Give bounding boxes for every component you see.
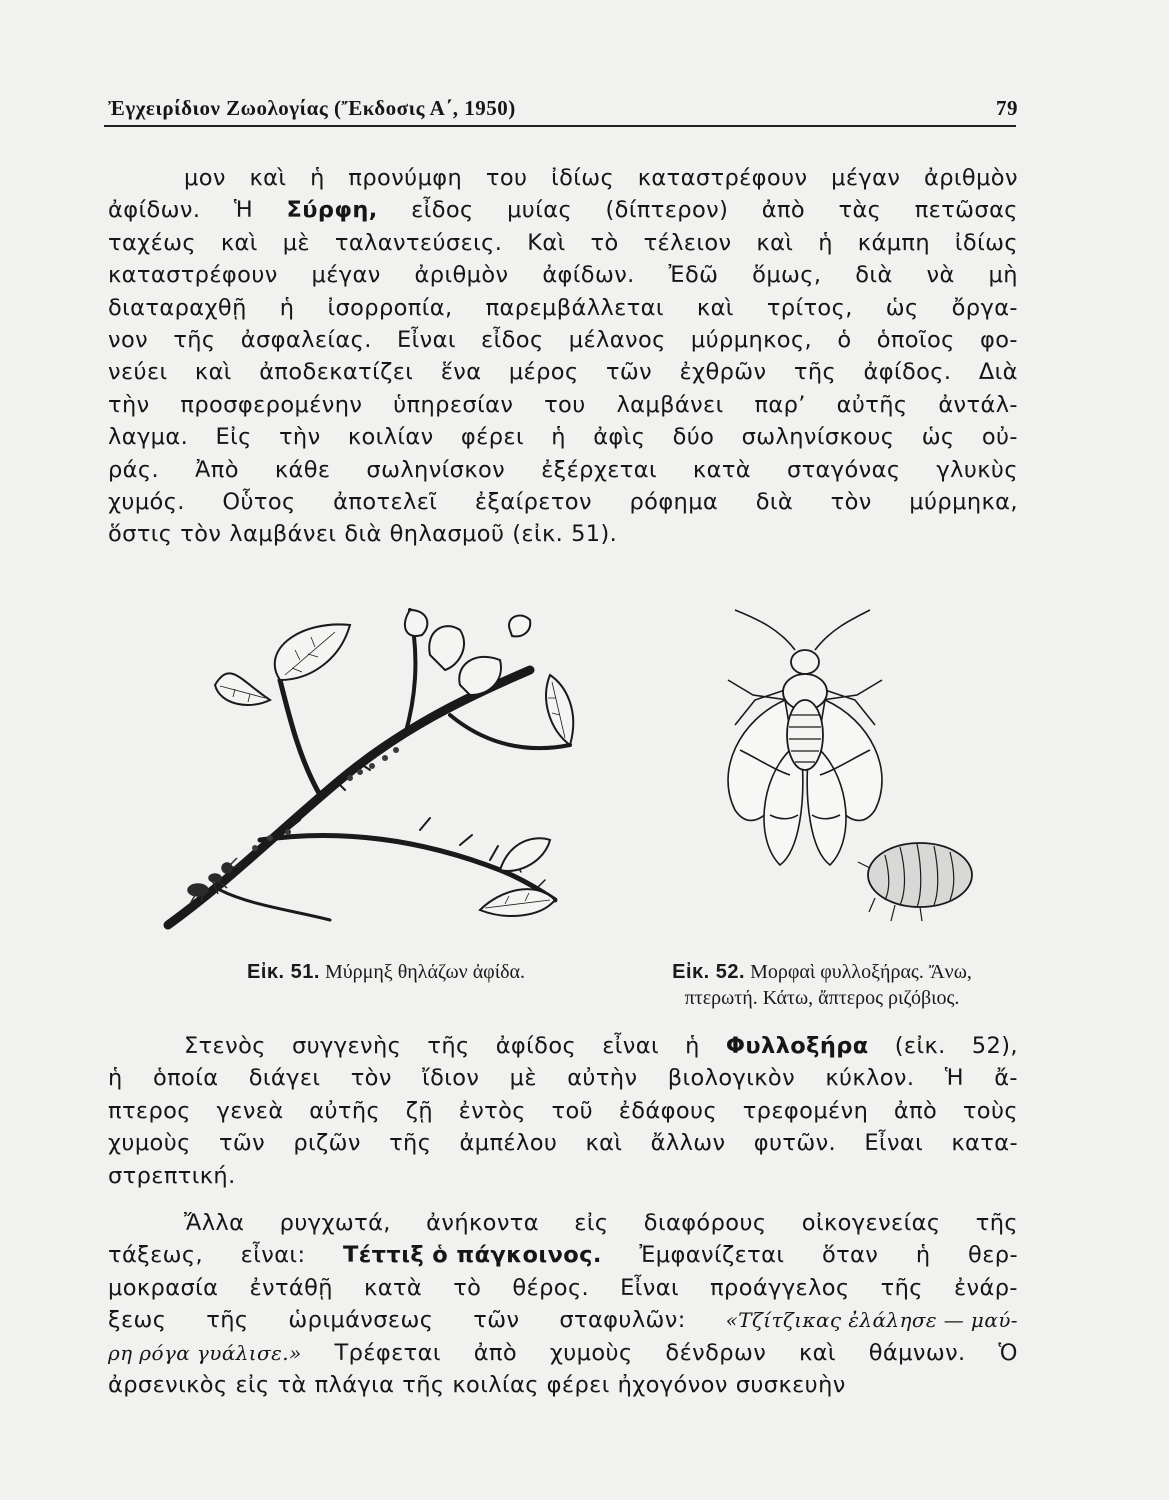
word: καὶ xyxy=(194,359,232,386)
word: ρυγχωτά, xyxy=(279,1210,391,1236)
running-head xyxy=(108,96,1018,121)
word: τῆς xyxy=(793,359,837,386)
word: τὸ xyxy=(590,229,619,256)
word: Ἡ xyxy=(233,197,254,224)
word: οἰκογενείας xyxy=(801,1210,941,1236)
text-line xyxy=(108,486,1018,518)
word: βιολογικὸν xyxy=(667,1065,796,1092)
word: ὡς xyxy=(921,424,955,451)
word: κοιλίας xyxy=(452,1372,539,1399)
word: ἡ xyxy=(279,294,295,321)
word: καὶ xyxy=(696,294,734,321)
word: πετῶσας xyxy=(914,197,1018,224)
word: ἡ xyxy=(818,229,833,256)
word: ἐνάρ- xyxy=(953,1274,1018,1301)
word: εἰς xyxy=(574,1210,609,1236)
word: ἄ- xyxy=(994,1065,1018,1092)
text-line xyxy=(108,1337,1018,1369)
word: ἀφὶς xyxy=(593,424,646,451)
word: τὸ xyxy=(453,1274,482,1301)
word: ὁποῖος xyxy=(876,327,955,354)
word: εἰς xyxy=(235,1372,270,1399)
word: ὅταν xyxy=(821,1242,879,1269)
main-branch xyxy=(168,670,530,925)
word: καὶ xyxy=(799,1339,836,1366)
word: ἐδάφους xyxy=(618,1097,718,1124)
word: διάγει xyxy=(248,1065,321,1092)
word: Ἡ xyxy=(944,1065,964,1092)
word: γενεὰ xyxy=(216,1097,284,1124)
text-line xyxy=(108,1030,1018,1062)
word: μέλανος xyxy=(568,327,666,354)
word: διὰ xyxy=(344,521,382,548)
word: Τέττιξ ὁ πάγκοινος. xyxy=(343,1242,602,1269)
word: λαμβάνει xyxy=(229,521,337,548)
word: στρεπτική. xyxy=(108,1162,236,1189)
text-line xyxy=(108,518,1018,550)
word: Εἶναι xyxy=(396,327,456,354)
word: ὅμως, xyxy=(752,262,822,289)
word: ἡ xyxy=(551,424,566,451)
figure-ant-aphid-branch xyxy=(160,590,600,940)
word: φυτῶν. xyxy=(753,1130,837,1157)
figure-52-label: Εἰκ. 52. xyxy=(672,961,746,983)
leaf xyxy=(275,624,350,680)
word: ὄργα- xyxy=(951,294,1018,321)
word: αὐτῆς xyxy=(309,1097,381,1124)
word: του xyxy=(485,165,528,191)
word: ἀφίδων. xyxy=(108,197,201,224)
word: πλάγια xyxy=(314,1372,395,1399)
word: ἀπὸ xyxy=(761,197,806,224)
word: τὸν xyxy=(180,521,222,548)
word: φέρει xyxy=(460,424,524,451)
word: μὴ xyxy=(988,262,1018,289)
word: ὁποία xyxy=(152,1065,219,1092)
word: μὲ xyxy=(282,229,310,256)
word: θάμνων. xyxy=(868,1339,966,1366)
word: ἡ xyxy=(685,1033,700,1059)
word: μέγαν xyxy=(311,262,381,289)
word: τρίτος, xyxy=(766,294,853,321)
figure-phylloxera xyxy=(700,600,990,930)
figure-51-text: Μύρμηξ θηλάζων ἀφίδα. xyxy=(324,961,526,983)
word: ἀπὸ xyxy=(473,1339,518,1366)
word: παρ’ xyxy=(754,391,806,418)
word: χυμός. xyxy=(108,489,185,516)
leaf xyxy=(546,675,573,745)
word: ζῇ xyxy=(405,1097,434,1124)
word: μύρμηκος, xyxy=(690,327,813,354)
text-line xyxy=(108,1304,1018,1336)
word: διὰ xyxy=(855,262,893,289)
word: ὁ xyxy=(837,327,852,354)
word: «Τζίτζικας ἐλάλησε — μαύ- xyxy=(725,1308,1018,1333)
word: ἡ xyxy=(108,1065,123,1092)
text-line xyxy=(108,1207,1018,1239)
word: ἄλλων xyxy=(650,1130,726,1157)
word: κατὰ xyxy=(692,456,751,483)
word: ἀμπέλου xyxy=(459,1130,558,1157)
page-number: 79 xyxy=(996,96,1018,120)
word: εἶναι xyxy=(602,1033,660,1059)
word: αὐτῆς xyxy=(836,391,908,418)
paragraph-3 xyxy=(108,1207,1018,1401)
word: λαμβάνει xyxy=(616,391,724,418)
word: ἐντάθῇ xyxy=(249,1274,333,1301)
word: 51). xyxy=(571,521,618,548)
rosebud xyxy=(429,626,464,670)
winged-body xyxy=(783,650,827,770)
word: Στενὸς xyxy=(184,1033,266,1059)
leaf xyxy=(480,889,555,916)
word: τῆς xyxy=(880,1274,923,1301)
word: Φυλλοξήρα xyxy=(725,1033,869,1059)
word: (εἰκ. xyxy=(894,1033,946,1059)
text-line xyxy=(108,1127,1018,1159)
leg xyxy=(728,680,788,700)
word: ὑπηρεσίαν xyxy=(393,391,514,418)
word: κατα- xyxy=(951,1130,1018,1157)
word: ἰδίως xyxy=(551,165,615,191)
word: τὸν xyxy=(830,489,872,516)
leaf xyxy=(500,838,550,871)
word: ριζῶν xyxy=(293,1130,361,1157)
word: ἀριθμὸν xyxy=(414,262,509,289)
word: 52), xyxy=(971,1033,1018,1059)
text-line xyxy=(108,1369,1018,1401)
text-line xyxy=(108,1160,1018,1192)
word: τέλειον xyxy=(643,229,732,256)
leaf xyxy=(405,610,427,636)
word: Διὰ xyxy=(978,359,1018,386)
word: τῆς xyxy=(427,1033,470,1059)
word: ἀφίδος. xyxy=(863,359,952,386)
word: ὡριμάνσεως xyxy=(288,1307,434,1334)
word: νὰ xyxy=(926,262,955,289)
word: ταχέως xyxy=(108,229,196,256)
word: τὴν xyxy=(278,424,321,451)
word: κοιλίαν xyxy=(347,424,434,451)
word: τρεφομένη xyxy=(742,1097,869,1124)
text-line xyxy=(108,389,1018,421)
word: σωληνίσκον xyxy=(366,456,506,483)
word: ἀντάλ- xyxy=(938,391,1018,418)
text-line xyxy=(108,227,1018,259)
word: Εἶναι xyxy=(620,1274,680,1301)
word: ταλαντεύσεις. xyxy=(334,229,503,256)
word: τοῦ xyxy=(551,1097,594,1124)
book-title: Ἐγχειρίδιον Ζωολογίας (Ἔκδοσις Α΄, 1950) xyxy=(108,96,516,120)
word: σταγόνας xyxy=(786,456,901,483)
word: φέρει xyxy=(546,1372,610,1399)
word: μυίας xyxy=(507,197,573,224)
word: τὰ xyxy=(277,1372,307,1399)
word: θέρος. xyxy=(512,1274,590,1301)
word: ἀποδεκατίζει xyxy=(259,359,414,386)
text-line xyxy=(108,194,1018,226)
word: Καὶ xyxy=(527,229,566,256)
word: ἐξαίρετον xyxy=(474,489,592,516)
text-line xyxy=(108,454,1018,486)
word: διαταραχθῇ xyxy=(108,294,247,321)
word: του xyxy=(544,391,586,418)
word: τῆς xyxy=(402,1372,445,1399)
word: θερ- xyxy=(968,1242,1018,1269)
word: προάγγελος xyxy=(710,1274,850,1301)
word: πτερος xyxy=(108,1097,191,1124)
paragraph-2 xyxy=(108,1030,1018,1192)
word: μέγαν xyxy=(831,165,901,191)
word: Ἄλλα xyxy=(184,1210,245,1236)
word: ράς. xyxy=(108,456,160,483)
word: ἕνα xyxy=(440,359,482,386)
word: ἀπὸ xyxy=(893,1097,938,1124)
word: κάμπη xyxy=(857,229,931,256)
word: Οὗτος xyxy=(222,489,296,516)
word: παρεμβάλλεται xyxy=(485,294,664,321)
word: χυμοὺς xyxy=(108,1130,191,1157)
word: τῆς xyxy=(389,1130,432,1157)
word: καὶ xyxy=(249,165,287,191)
word: καὶ xyxy=(220,229,258,256)
word: καὶ xyxy=(585,1130,623,1157)
word: Τρέφεται xyxy=(334,1339,441,1366)
word: εἶναι: xyxy=(240,1242,306,1269)
word: νον xyxy=(108,327,149,354)
word: ἀφίδων. xyxy=(542,262,635,289)
word: κατὰ xyxy=(364,1274,423,1301)
word: Ἐδῶ xyxy=(668,262,719,289)
word: αὐτὴν xyxy=(567,1065,638,1092)
word: ὅστις xyxy=(108,521,173,548)
word: μοκρασία xyxy=(108,1274,219,1301)
text-line xyxy=(108,1062,1018,1094)
text-line xyxy=(108,356,1018,388)
text-line xyxy=(108,1272,1018,1304)
word: φο- xyxy=(979,327,1018,354)
word: ἡ xyxy=(310,165,325,191)
word: σωληνίσκους xyxy=(741,424,895,451)
word: ἰδίως xyxy=(954,229,1018,256)
word: τῆς xyxy=(173,327,216,354)
word: (εἰκ. xyxy=(512,521,564,548)
word: χυμοὺς xyxy=(549,1339,633,1366)
word: μέρος xyxy=(508,359,579,386)
branch-upper-left xyxy=(280,680,320,795)
word: (δίπτερον) xyxy=(605,197,729,224)
word: καταστρέφουν xyxy=(637,165,808,191)
word: καταστρέφουν xyxy=(108,262,278,289)
word: τῶν xyxy=(218,1130,266,1157)
figure-52-text-line2: πτερωτή. Κάτω, ἄπτερος ριζόβιος. xyxy=(684,987,960,1009)
text-line xyxy=(108,421,1018,453)
word: προνύμφη xyxy=(348,165,463,191)
leg xyxy=(822,680,882,700)
word: τὸν xyxy=(350,1065,392,1092)
antenna xyxy=(815,610,870,650)
word: ρόφημα xyxy=(629,489,719,516)
word: τῶν xyxy=(473,1307,520,1334)
word: ἡ xyxy=(915,1242,931,1269)
word: Εἰς xyxy=(215,424,252,451)
figure-52-caption xyxy=(612,959,1032,1011)
word: ἴδιον xyxy=(422,1065,480,1092)
word: δένδρων xyxy=(665,1339,767,1366)
word: μύρμηκα, xyxy=(909,489,1018,516)
word: οὐ- xyxy=(981,424,1018,451)
word: Εἶναι xyxy=(864,1130,924,1157)
word: σταφυλῶν: xyxy=(559,1307,686,1334)
word: μον xyxy=(184,165,226,191)
word: ὡς xyxy=(885,294,919,321)
leaf xyxy=(215,673,270,705)
text-line xyxy=(108,162,1018,194)
word: Ὁ xyxy=(998,1339,1018,1366)
header-rule xyxy=(104,125,1016,127)
text-line xyxy=(108,1095,1018,1127)
word: τὰς xyxy=(838,197,882,224)
word: τοὺς xyxy=(962,1097,1018,1124)
word: Ἀπὸ xyxy=(195,456,239,483)
figure-51-caption xyxy=(196,959,576,985)
word: τάξεως, xyxy=(108,1242,204,1269)
word: Σύρφη, xyxy=(286,197,378,224)
word: ἠχογόνον xyxy=(617,1372,728,1399)
text-line xyxy=(108,1239,1018,1271)
word: ἐντὸς xyxy=(458,1097,526,1124)
word: προσφερομένην xyxy=(180,391,363,418)
text-line xyxy=(108,324,1018,356)
word: τῶν xyxy=(605,359,653,386)
word: ἐχθρῶν xyxy=(679,359,767,386)
rosebud xyxy=(509,615,530,636)
word: λαγμα. xyxy=(108,424,189,451)
word: θηλασμοῦ xyxy=(389,521,505,548)
word: ἀφίδος xyxy=(495,1033,577,1059)
word: τῆς xyxy=(206,1307,249,1334)
word: ἀνήκοντα xyxy=(426,1210,539,1236)
word: εἶδος xyxy=(411,197,474,224)
word: ξεως xyxy=(108,1307,167,1334)
word: νεύει xyxy=(108,359,168,386)
text-line xyxy=(108,259,1018,291)
word: συγγενὴς xyxy=(291,1033,402,1059)
antenna xyxy=(735,610,795,650)
word: διὰ xyxy=(755,489,794,516)
word: κύκλον. xyxy=(825,1065,915,1092)
paragraph-1 xyxy=(108,162,1018,551)
word: τὴν xyxy=(108,391,150,418)
word: Ἐμφανίζεται xyxy=(639,1242,785,1269)
word: διαφόρους xyxy=(643,1210,767,1236)
word: κάθε xyxy=(274,456,331,483)
word: ἀριθμὸν xyxy=(924,165,1018,191)
word: ἀρσενικὸς xyxy=(108,1372,228,1399)
word: ἐξέρχεται xyxy=(541,456,657,483)
word: μὲ xyxy=(509,1065,537,1092)
word: ἀποτελεῖ xyxy=(333,489,438,516)
figure-51-label: Εἰκ. 51. xyxy=(246,961,320,983)
word: ἀσφαλείας. xyxy=(240,327,372,354)
word: δύο xyxy=(672,424,715,451)
word: γλυκὺς xyxy=(936,456,1018,483)
text-line xyxy=(108,292,1018,324)
word: εἶδος xyxy=(481,327,544,354)
word: τῆς xyxy=(975,1210,1018,1236)
figure-52-text-line1: Μορφαὶ φυλλοξήρας. Ἄνω, xyxy=(750,961,972,983)
word: καὶ xyxy=(756,229,794,256)
word: συσκευὴν xyxy=(735,1372,846,1399)
word: ρη ρόγα γυάλισε.» xyxy=(108,1340,302,1365)
word: ἰσορροπία, xyxy=(327,294,453,321)
